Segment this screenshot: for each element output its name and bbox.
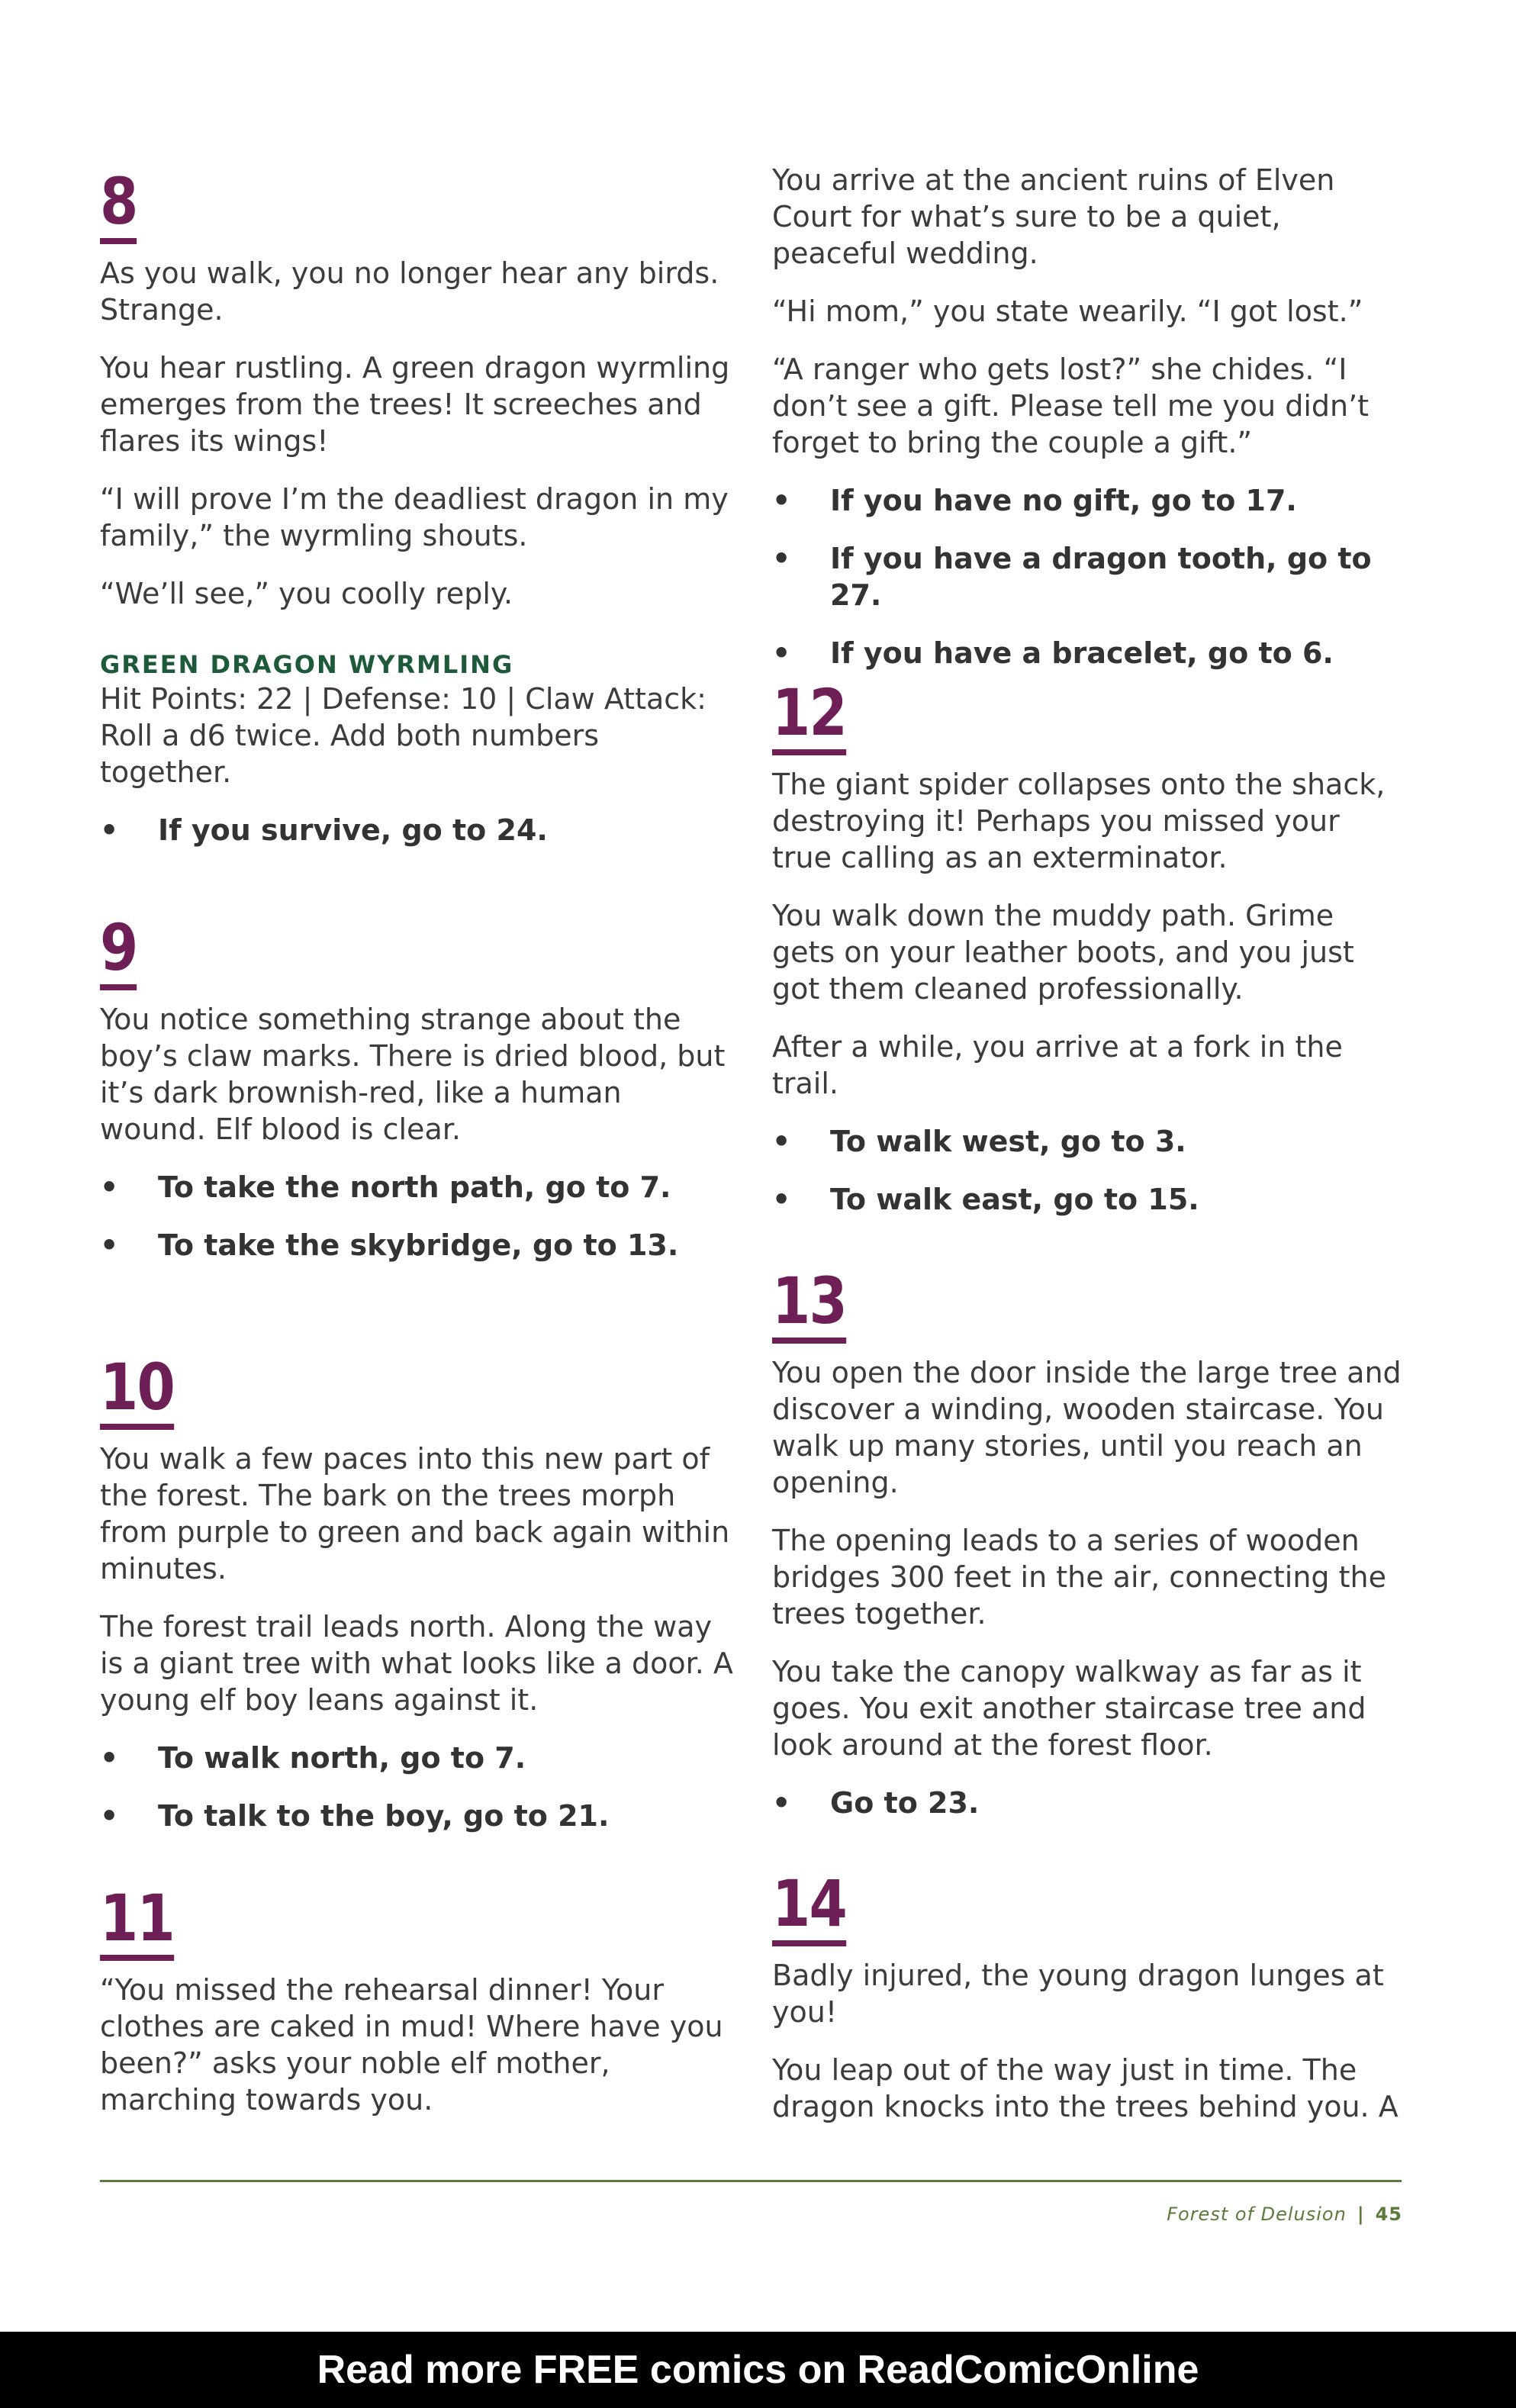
section-number: 10 <box>100 1355 174 1430</box>
choice-item: • If you have no gift, go to 17. <box>772 482 1405 519</box>
choice-list <box>772 1785 1405 1821</box>
choice-item: • If you have a bracelet, go to 6. <box>772 635 1405 671</box>
paragraph: You arrive at the ancient ruins of Elven Court for what’s sure to be a quiet, peaceful wedding. <box>772 163 1335 270</box>
page-footer <box>1167 2204 1402 2225</box>
paragraph: You open the door inside the large tree and discover a winding, wooden staircase. You walk up many stories, until you reach an opening. <box>772 1356 1402 1499</box>
page-number: 45 <box>1375 2204 1402 2225</box>
paragraph: You walk down the muddy path. Grime gets on your leather boots, and you just got them cleaned professionally. <box>772 899 1354 1006</box>
paragraph: You take the canopy walkway as far as it goes. You exit another staircase tree and look around at the forest floor. <box>772 1655 1366 1762</box>
paragraph: The opening leads to a series of wooden bridges 300 feet in the air, connecting the trees together. <box>772 1524 1386 1631</box>
paragraph: “You missed the rehearsal dinner! Your clothes are caked in mud! Where have you been?” asks your noble elf mother, marching towards you. <box>100 1973 723 2117</box>
section-number: 13 <box>772 1269 846 1344</box>
book-title: Forest of Delusion <box>1167 2204 1347 2225</box>
footer-divider <box>100 2180 1402 2182</box>
section-10 <box>100 1350 733 1856</box>
section-number: 12 <box>772 681 846 755</box>
choice-item: • If you survive, go to 24. <box>100 812 733 848</box>
stat-block-text: Hit Points: 22 | Defense: 10 | Claw Attack: Roll a d6 twice. Add both numbers together. <box>100 682 707 789</box>
paragraph: “Hi mom,” you state wearily. “I got lost.” <box>772 295 1363 328</box>
choice-item: • To walk east, go to 15. <box>772 1181 1405 1218</box>
choice-list <box>100 1169 733 1264</box>
paragraph: “I will prove I’m the deadliest dragon in my family,” the wyrmling shouts. <box>100 482 729 552</box>
paragraph: You walk a few paces into this new part of the forest. The bark on the trees morph from purple to green and back again within minutes. <box>100 1442 730 1585</box>
choice-item: • To walk west, go to 3. <box>772 1123 1405 1160</box>
paragraph: The giant spider collapses onto the shack, destroying it! Perhaps you missed your true calling as an exterminator. <box>772 768 1386 874</box>
paragraph: You notice something strange about the boy’s claw marks. There is dried blood, but it’s dark brownish-red, like a human wound. Elf blood is clear. <box>100 1003 726 1146</box>
section-13 <box>772 1264 1405 1843</box>
section-11 <box>100 1881 733 2139</box>
paragraph: After a while, you arrive at a fork in the trail. <box>772 1030 1343 1100</box>
section-11-continued <box>772 162 1405 693</box>
choice-item: • If you have a dragon tooth, go to 27. <box>772 540 1405 613</box>
section-9 <box>100 910 733 1285</box>
section-number: 9 <box>100 916 137 990</box>
choice-list <box>772 1123 1405 1218</box>
paragraph: As you walk, you no longer hear any birds. Strange. <box>100 256 719 327</box>
paragraph: You leap out of the way just in time. The dragon knocks into the trees behind you. A <box>772 2053 1399 2123</box>
choice-item: • To take the north path, go to 7. <box>100 1169 733 1206</box>
choice-list <box>772 482 1405 671</box>
paragraph: “A ranger who gets lost?” she chides. “I don’t see a gift. Please tell me you didn’t forget to bring the couple a gift.” <box>772 353 1370 459</box>
choice-item: • Go to 23. <box>772 1785 1405 1821</box>
section-number: 11 <box>100 1886 174 1961</box>
section-12 <box>772 675 1405 1239</box>
section-14 <box>772 1866 1405 2146</box>
choice-item: • To take the skybridge, go to 13. <box>100 1227 733 1264</box>
paragraph: You hear rustling. A green dragon wyrmling emerges from the trees! It screeches and flares its wings! <box>100 351 730 458</box>
paragraph: Badly injured, the young dragon lunges at you! <box>772 1959 1384 2029</box>
choice-list <box>100 1740 733 1834</box>
section-number: 8 <box>100 169 137 244</box>
paragraph: The forest trail leads north. Along the way is a giant tree with what looks like a door. A young elf boy leans against it. <box>100 1610 733 1717</box>
section-8 <box>100 164 733 870</box>
promo-banner[interactable] <box>0 2332 1516 2408</box>
choice-item: • To talk to the boy, go to 21. <box>100 1798 733 1834</box>
section-number: 14 <box>772 1872 846 1946</box>
footer-separator: | <box>1357 2204 1365 2225</box>
choice-list <box>100 812 733 848</box>
paragraph: “We’ll see,” you coolly reply. <box>100 577 513 610</box>
stat-block-heading: GREEN DRAGON WYRMLING <box>100 650 514 679</box>
promo-banner-text[interactable]: Read more FREE comics on ReadComicOnline <box>317 2348 1199 2392</box>
choice-item: • To walk north, go to 7. <box>100 1740 733 1776</box>
